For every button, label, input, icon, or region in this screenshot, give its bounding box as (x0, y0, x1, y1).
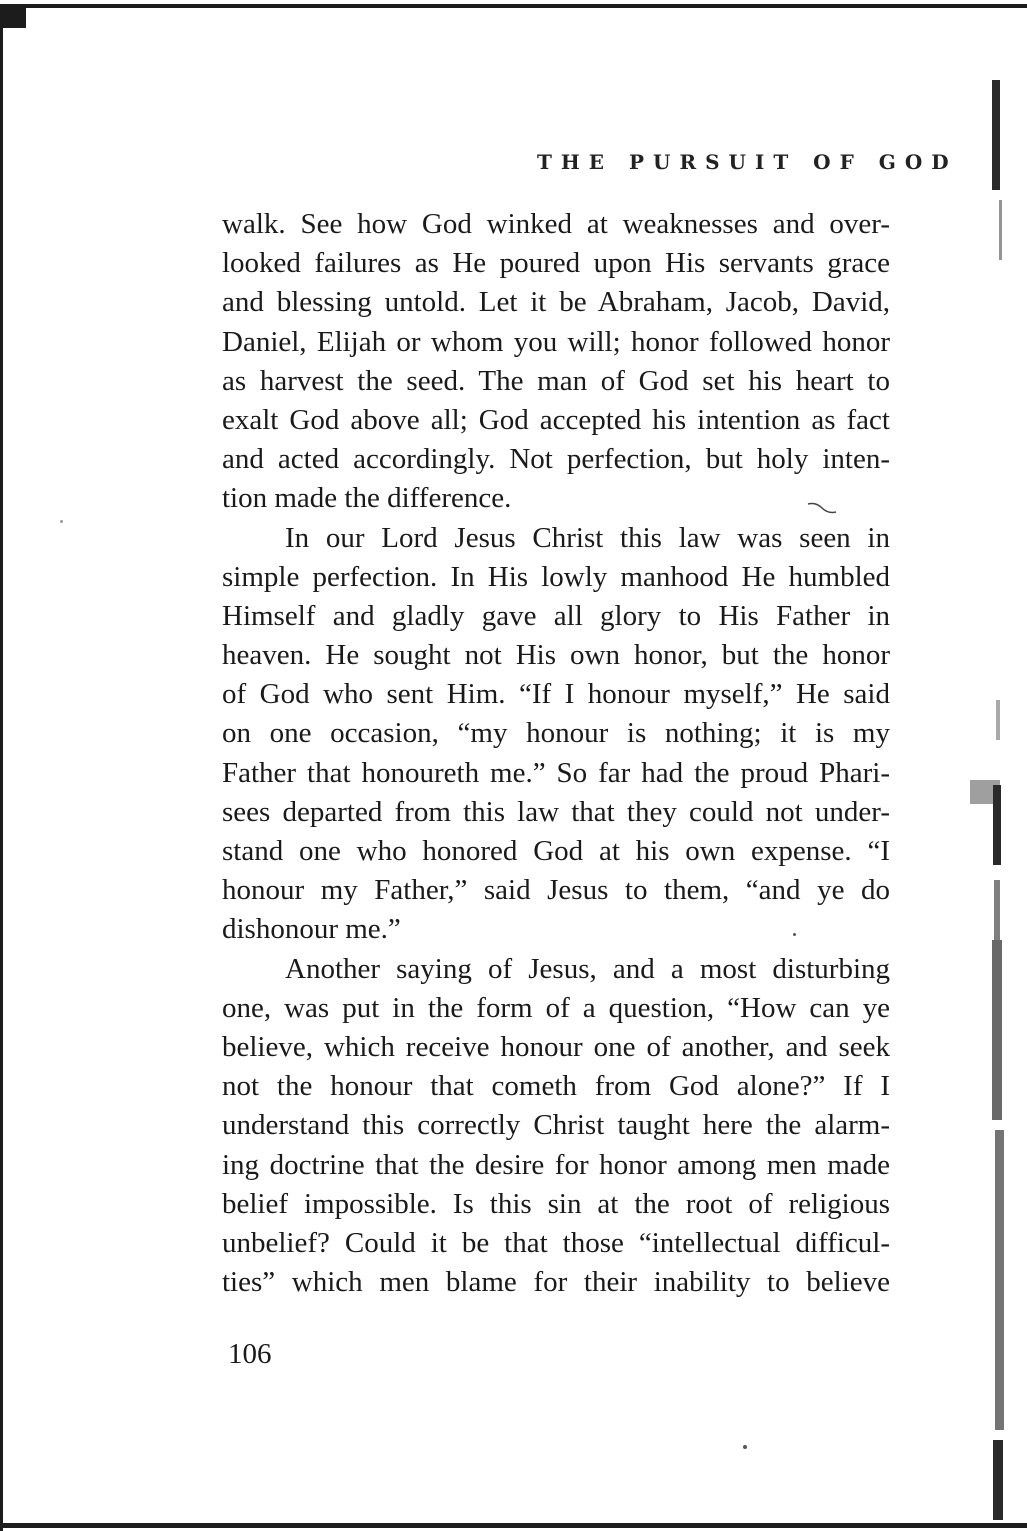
text-line: understand this correctly Christ taught here the alarm- (222, 1109, 890, 1142)
ink-mark (806, 500, 838, 516)
text-line: and acted accordingly. Not perfection, but holy inten- (222, 443, 890, 476)
text-line: Father that honoureth me.” So far had the proud Phari- (222, 756, 890, 789)
text-line: belief impossible. Is this sin at the root of religious (222, 1187, 890, 1220)
text-line: heaven. He sought not His own honor, but the honor (222, 639, 890, 672)
page-number: 106 (228, 1338, 272, 1370)
scan-speck (743, 1445, 747, 1449)
text-line: looked failures as He poured upon His servants grace (222, 247, 890, 280)
text-line: believe, which receive honour one of another, and seek (222, 1030, 890, 1063)
text-line: on one occasion, “my honour is nothing; it is my (222, 717, 890, 750)
body-text (222, 205, 890, 1302)
text-line: as harvest the seed. The man of God set his heart to (222, 364, 890, 397)
text-line: dishonour me.” (222, 913, 401, 946)
text-line: Daniel, Elijah or whom you will; honor followed honor (222, 325, 890, 358)
running-head: THE PURSUIT OF GOD (537, 150, 958, 174)
text-line: In our Lord Jesus Christ this law was seen in (285, 521, 890, 554)
text-line: Himself and gladly gave all glory to His Father in (222, 599, 890, 632)
scan-border-top (0, 4, 1027, 8)
text-line: ties” which men blame for their inability to believe (222, 1266, 890, 1299)
scan-speck (60, 520, 63, 523)
scan-speck (793, 933, 796, 936)
text-line: Another saying of Jesus, and a most disturbing (285, 952, 890, 985)
text-line: tion made the difference. (222, 482, 512, 515)
scan-border-bottom (0, 1523, 1027, 1528)
text-line: unbelief? Could it be that those “intellectual difficul- (222, 1226, 890, 1259)
text-line: ing doctrine that the desire for honor among men made (222, 1148, 890, 1181)
text-line: of God who sent Him. “If I honour myself,” He said (222, 678, 890, 711)
text-line: simple perfection. In His lowly manhood He humbled (222, 560, 890, 593)
text-line: stand one who honored God at his own expense. “I (222, 835, 890, 867)
text-line: sees departed from this law that they could not under- (222, 795, 890, 828)
text-line: honour my Father,” said Jesus to them, “and ye do (222, 874, 890, 907)
text-line: walk. See how God winked at weaknesses and over- (222, 208, 890, 240)
text-line: not the honour that cometh from God alone?” If I (222, 1070, 890, 1103)
text-line: exalt God above all; God accepted his intention as fact (222, 403, 890, 436)
scan-gutter-noise (990, 60, 1010, 1520)
text-line: one, was put in the form of a question, “How can ye (222, 991, 890, 1024)
text-line: and blessing untold. Let it be Abraham, Jacob, David, (222, 286, 890, 319)
scan-border-left (0, 8, 3, 1531)
scan-corner-mark (0, 8, 26, 28)
